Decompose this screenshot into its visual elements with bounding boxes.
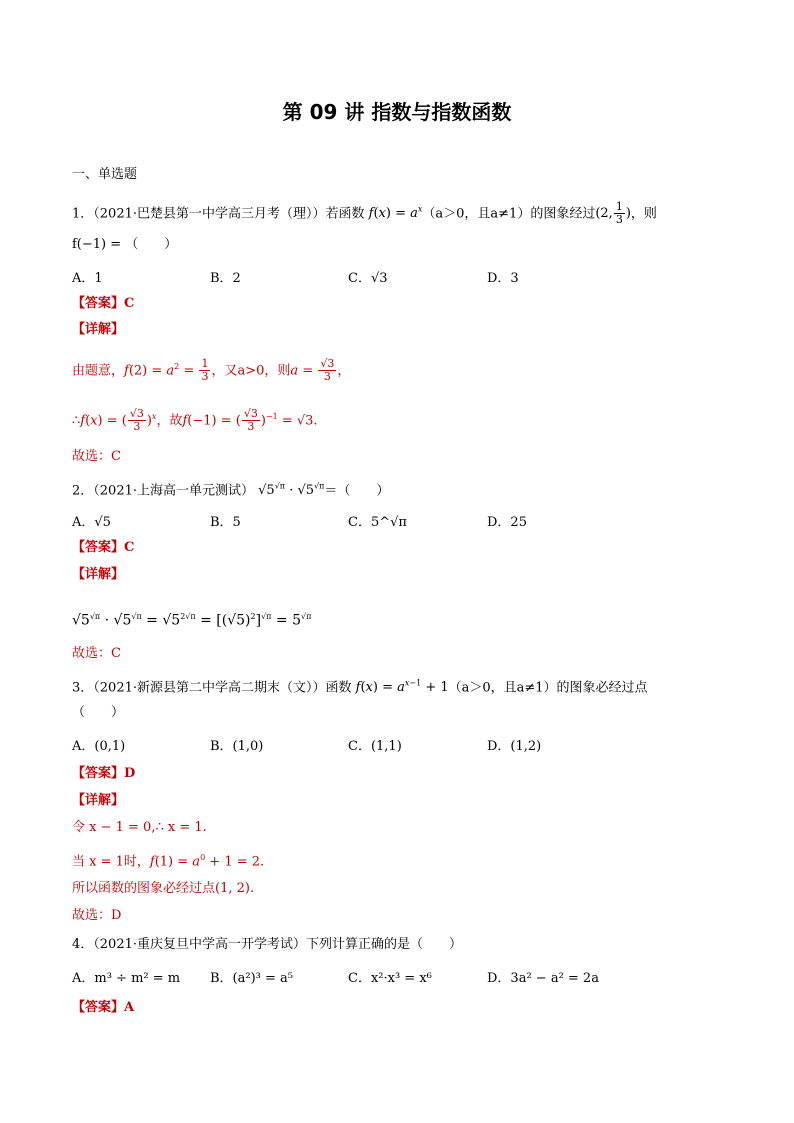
q3-condition: （a＞0，且a≠1）的图象必经过点 bbox=[448, 680, 648, 696]
q4-option-b: B．(a²)³ = a⁵ bbox=[210, 971, 293, 986]
answer-value: D bbox=[124, 766, 136, 781]
q4-option-c: C．x²·x³ = x⁶ bbox=[348, 971, 432, 986]
q1-formula: $f(x) = a^x$ bbox=[368, 205, 423, 222]
q2-detail-label: 【详解】 bbox=[72, 567, 125, 582]
question-4 bbox=[72, 936, 462, 954]
q3-option-b: B．(1,0) bbox=[210, 739, 264, 754]
question-2 bbox=[72, 478, 389, 500]
q3-option-d: D．(1,2) bbox=[487, 739, 542, 754]
page-title: 第 09 讲 指数与指数函数 bbox=[282, 100, 512, 124]
q4-source: （2021·重庆复旦中学高一开学考试）下列计算正确的是（ ） bbox=[93, 937, 462, 952]
q2-source: （2021·上海高一单元测试） bbox=[93, 483, 254, 499]
q4-option-d: D．3a² − a² = 2a bbox=[487, 971, 599, 986]
q3-conclusion: 故选：D bbox=[72, 908, 122, 923]
q1-detail-label: 【详解】 bbox=[72, 322, 125, 337]
q4-number: 4． bbox=[72, 937, 94, 952]
q3-option-a: A．(0,1) bbox=[72, 739, 126, 754]
q2-option-b: B．5 bbox=[210, 515, 241, 530]
q1-option-d: D．3 bbox=[487, 271, 519, 286]
question-1 bbox=[72, 201, 657, 226]
q1-number: 1． bbox=[72, 206, 94, 222]
q1-line2: f(−1) = （ ） bbox=[72, 237, 178, 252]
q1-detail1-mid: ，又 bbox=[211, 363, 238, 379]
q4-answer bbox=[72, 999, 134, 1017]
q3-detail2-pre: 当 x = 1时， bbox=[72, 854, 150, 870]
q3-formula: $f(x) = a^{x-1} + 1$ bbox=[355, 679, 449, 696]
answer-label: 【答案】 bbox=[72, 296, 125, 311]
q1-detail1-pre: 由题意， bbox=[72, 363, 125, 379]
answer-label: 【答案】 bbox=[72, 766, 125, 781]
q3-detail-line3: 所以函数的图象必经过点(1, 2). bbox=[72, 881, 255, 896]
q2-option-a: A．√5 bbox=[72, 515, 111, 530]
q2-option-c: C．5^√π bbox=[348, 515, 407, 530]
q3-detail-line2: 当 x = 1时，$f(1) = a^0 + 1 = 2$. bbox=[72, 853, 265, 870]
q3-number: 3． bbox=[72, 680, 94, 696]
answer-value: A bbox=[124, 1000, 135, 1015]
q2-expression: $√5^{√\pi} \cdot √5^{√\pi}$ bbox=[258, 482, 325, 499]
q1-conclusion: 故选：C bbox=[72, 449, 121, 464]
q3-line2: （ ） bbox=[72, 705, 125, 720]
q1-option-b: B．2 bbox=[210, 271, 241, 286]
q1-tail: ，则 bbox=[630, 206, 657, 222]
question-3 bbox=[72, 675, 648, 697]
q3-answer bbox=[72, 765, 135, 783]
answer-value: C bbox=[124, 296, 135, 311]
q1-source: （2021·巴楚县第一中学高三月考（理））若函数 bbox=[93, 206, 365, 222]
q2-blank: ＝（ ） bbox=[324, 483, 390, 499]
q2-answer bbox=[72, 539, 134, 557]
q3-option-c: C．(1,1) bbox=[348, 739, 402, 754]
q1-detail2-pre: ∴ bbox=[72, 413, 81, 429]
q1-point: (2, $\frac{1}{3}$ ) bbox=[595, 200, 631, 227]
q3-detail-line1: 令 x − 1 = 0,∴ x = 1. bbox=[72, 820, 207, 835]
q1-detail1-red: a>0 bbox=[237, 363, 265, 379]
answer-value: C bbox=[124, 540, 135, 555]
q3-detail-label: 【详解】 bbox=[72, 793, 125, 808]
q1-detail2-mid: ，故 bbox=[156, 413, 183, 429]
answer-label: 【答案】 bbox=[72, 1000, 125, 1015]
section-heading: 一、单选题 bbox=[72, 167, 138, 182]
q1-condition: （a＞0，且a≠1）的图象经过 bbox=[422, 206, 596, 222]
q3-source: （2021·新源县第二中学高二期末（文））函数 bbox=[93, 680, 352, 696]
q2-detail-formula: $√5^{√\pi} \cdot √5^{√\pi} = √5^{2√\pi} = [(√5)^2]^{√\pi} = 5^{√\pi}$ bbox=[72, 612, 312, 629]
q1-detail-line2: ∴f(x) = ( $\frac{√3}{3}$ )$^x$，故f(−1) = ( $\frac{√3}{3}$ )$^{-1}$ = √3. bbox=[72, 407, 318, 434]
q4-option-a: A．m³ ÷ m² = m bbox=[72, 971, 181, 986]
q1-detail-line1: 由题意，$f(2) = a^2$ = $\frac{1}{3}$ ，又a>0，则a = $\frac{√3}{3}$ ， bbox=[72, 357, 351, 384]
q1-option-c: C．√3 bbox=[348, 271, 388, 286]
q2-conclusion: 故选：C bbox=[72, 646, 121, 661]
answer-label: 【答案】 bbox=[72, 540, 125, 555]
q1-answer bbox=[72, 295, 134, 313]
q2-option-d: D．25 bbox=[487, 515, 527, 530]
q1-detail1-post: ，则 bbox=[264, 363, 291, 379]
q1-option-a: A．1 bbox=[72, 271, 103, 286]
q2-number: 2． bbox=[72, 483, 94, 499]
